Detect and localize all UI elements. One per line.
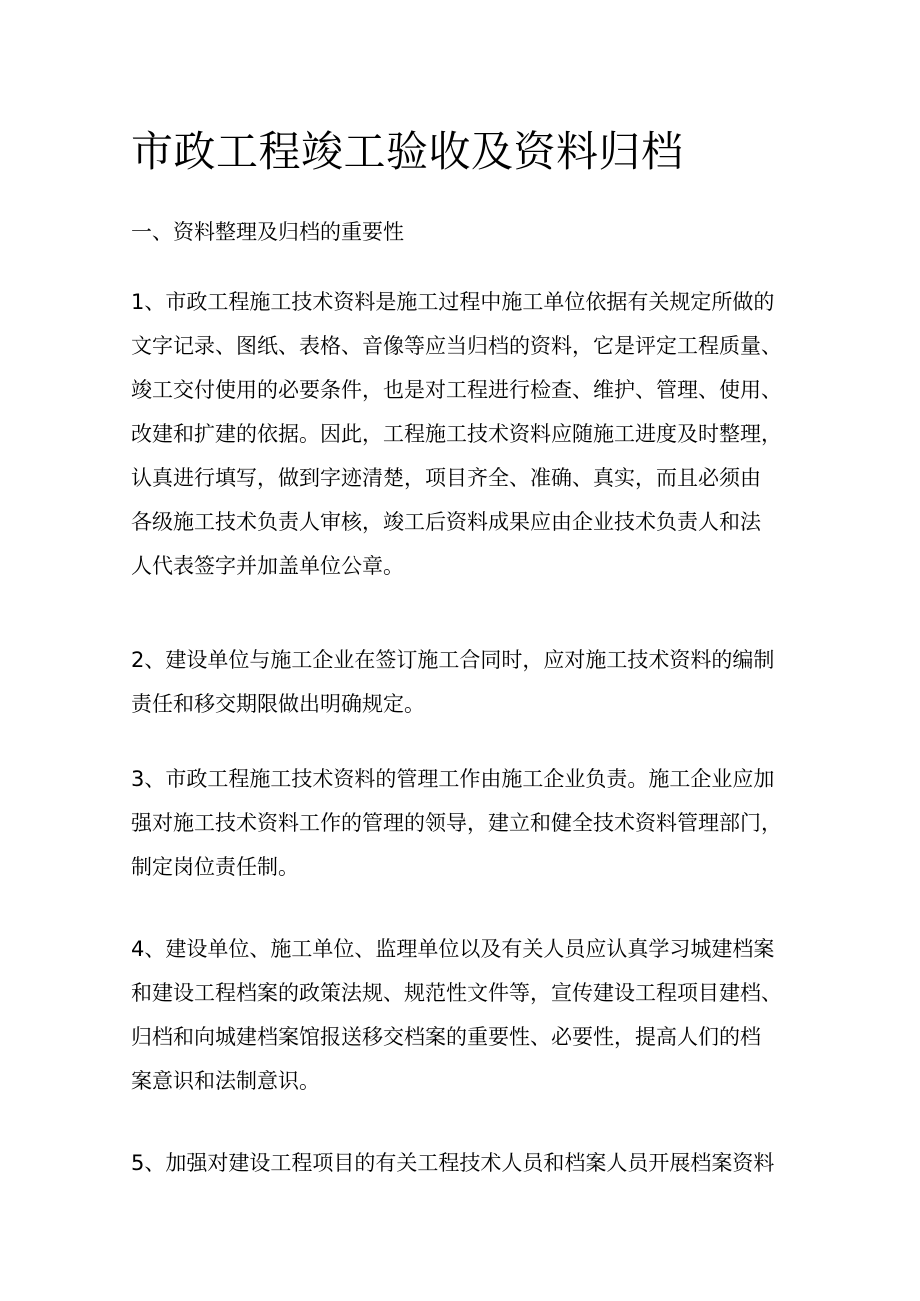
paragraph-line: 人代表签字并加盖单位公章。 xyxy=(131,554,404,578)
paragraph-line: 认真进行填写，做到字迹清楚，项目齐全、准确、真实，而且必须由 xyxy=(131,466,761,490)
paragraph-line: 强对施工技术资料工作的管理的领导，建立和健全技术资料管理部门， xyxy=(131,811,782,835)
page-title: 市政工程竣工验收及资料归档 xyxy=(131,127,684,176)
paragraph-line: 和建设工程档案的政策法规、规范性文件等，宣传建设工程项目建档、 xyxy=(131,981,782,1005)
paragraph-1 xyxy=(131,280,811,588)
paragraph-4 xyxy=(131,927,811,1103)
paragraph-line: 文字记录、图纸、表格、音像等应当归档的资料，它是评定工程质量、 xyxy=(131,334,782,358)
paragraph-line: 竣工交付使用的必要条件，也是对工程进行检查、维护、管理、使用、 xyxy=(131,378,782,402)
paragraph-line: 1、市政工程施工技术资料是施工过程中施工单位依据有关规定所做的 xyxy=(131,290,775,314)
section-heading: 一、资料整理及归档的重要性 xyxy=(131,220,404,244)
paragraph-line: 5、加强对建设工程项目的有关工程技术人员和档案人员开展档案资料 xyxy=(131,1151,775,1175)
paragraph-line: 各级施工技术负责人审核，竣工后资料成果应由企业技术负责人和法 xyxy=(131,510,761,534)
paragraph-line: 案意识和法制意识。 xyxy=(131,1069,320,1093)
paragraph-line: 改建和扩建的依据。因此，工程施工技术资料应随施工进度及时整理， xyxy=(131,422,782,446)
paragraph-3 xyxy=(131,757,811,889)
paragraph-line: 归档和向城建档案馆报送移交档案的重要性、必要性，提高人们的档 xyxy=(131,1025,761,1049)
paragraph-line: 4、建设单位、施工单位、监理单位以及有关人员应认真学习城建档案 xyxy=(131,937,775,961)
paragraph-2 xyxy=(131,638,811,726)
paragraph-line: 制定岗位责任制。 xyxy=(131,855,299,879)
paragraph-line: 3、市政工程施工技术资料的管理工作由施工企业负责。施工企业应加 xyxy=(131,767,775,791)
paragraph-5 xyxy=(131,1141,811,1185)
paragraph-line: 责任和移交期限做出明确规定。 xyxy=(131,692,425,716)
paragraph-line: 2、建设单位与施工企业在签订施工合同时，应对施工技术资料的编制 xyxy=(131,648,775,672)
